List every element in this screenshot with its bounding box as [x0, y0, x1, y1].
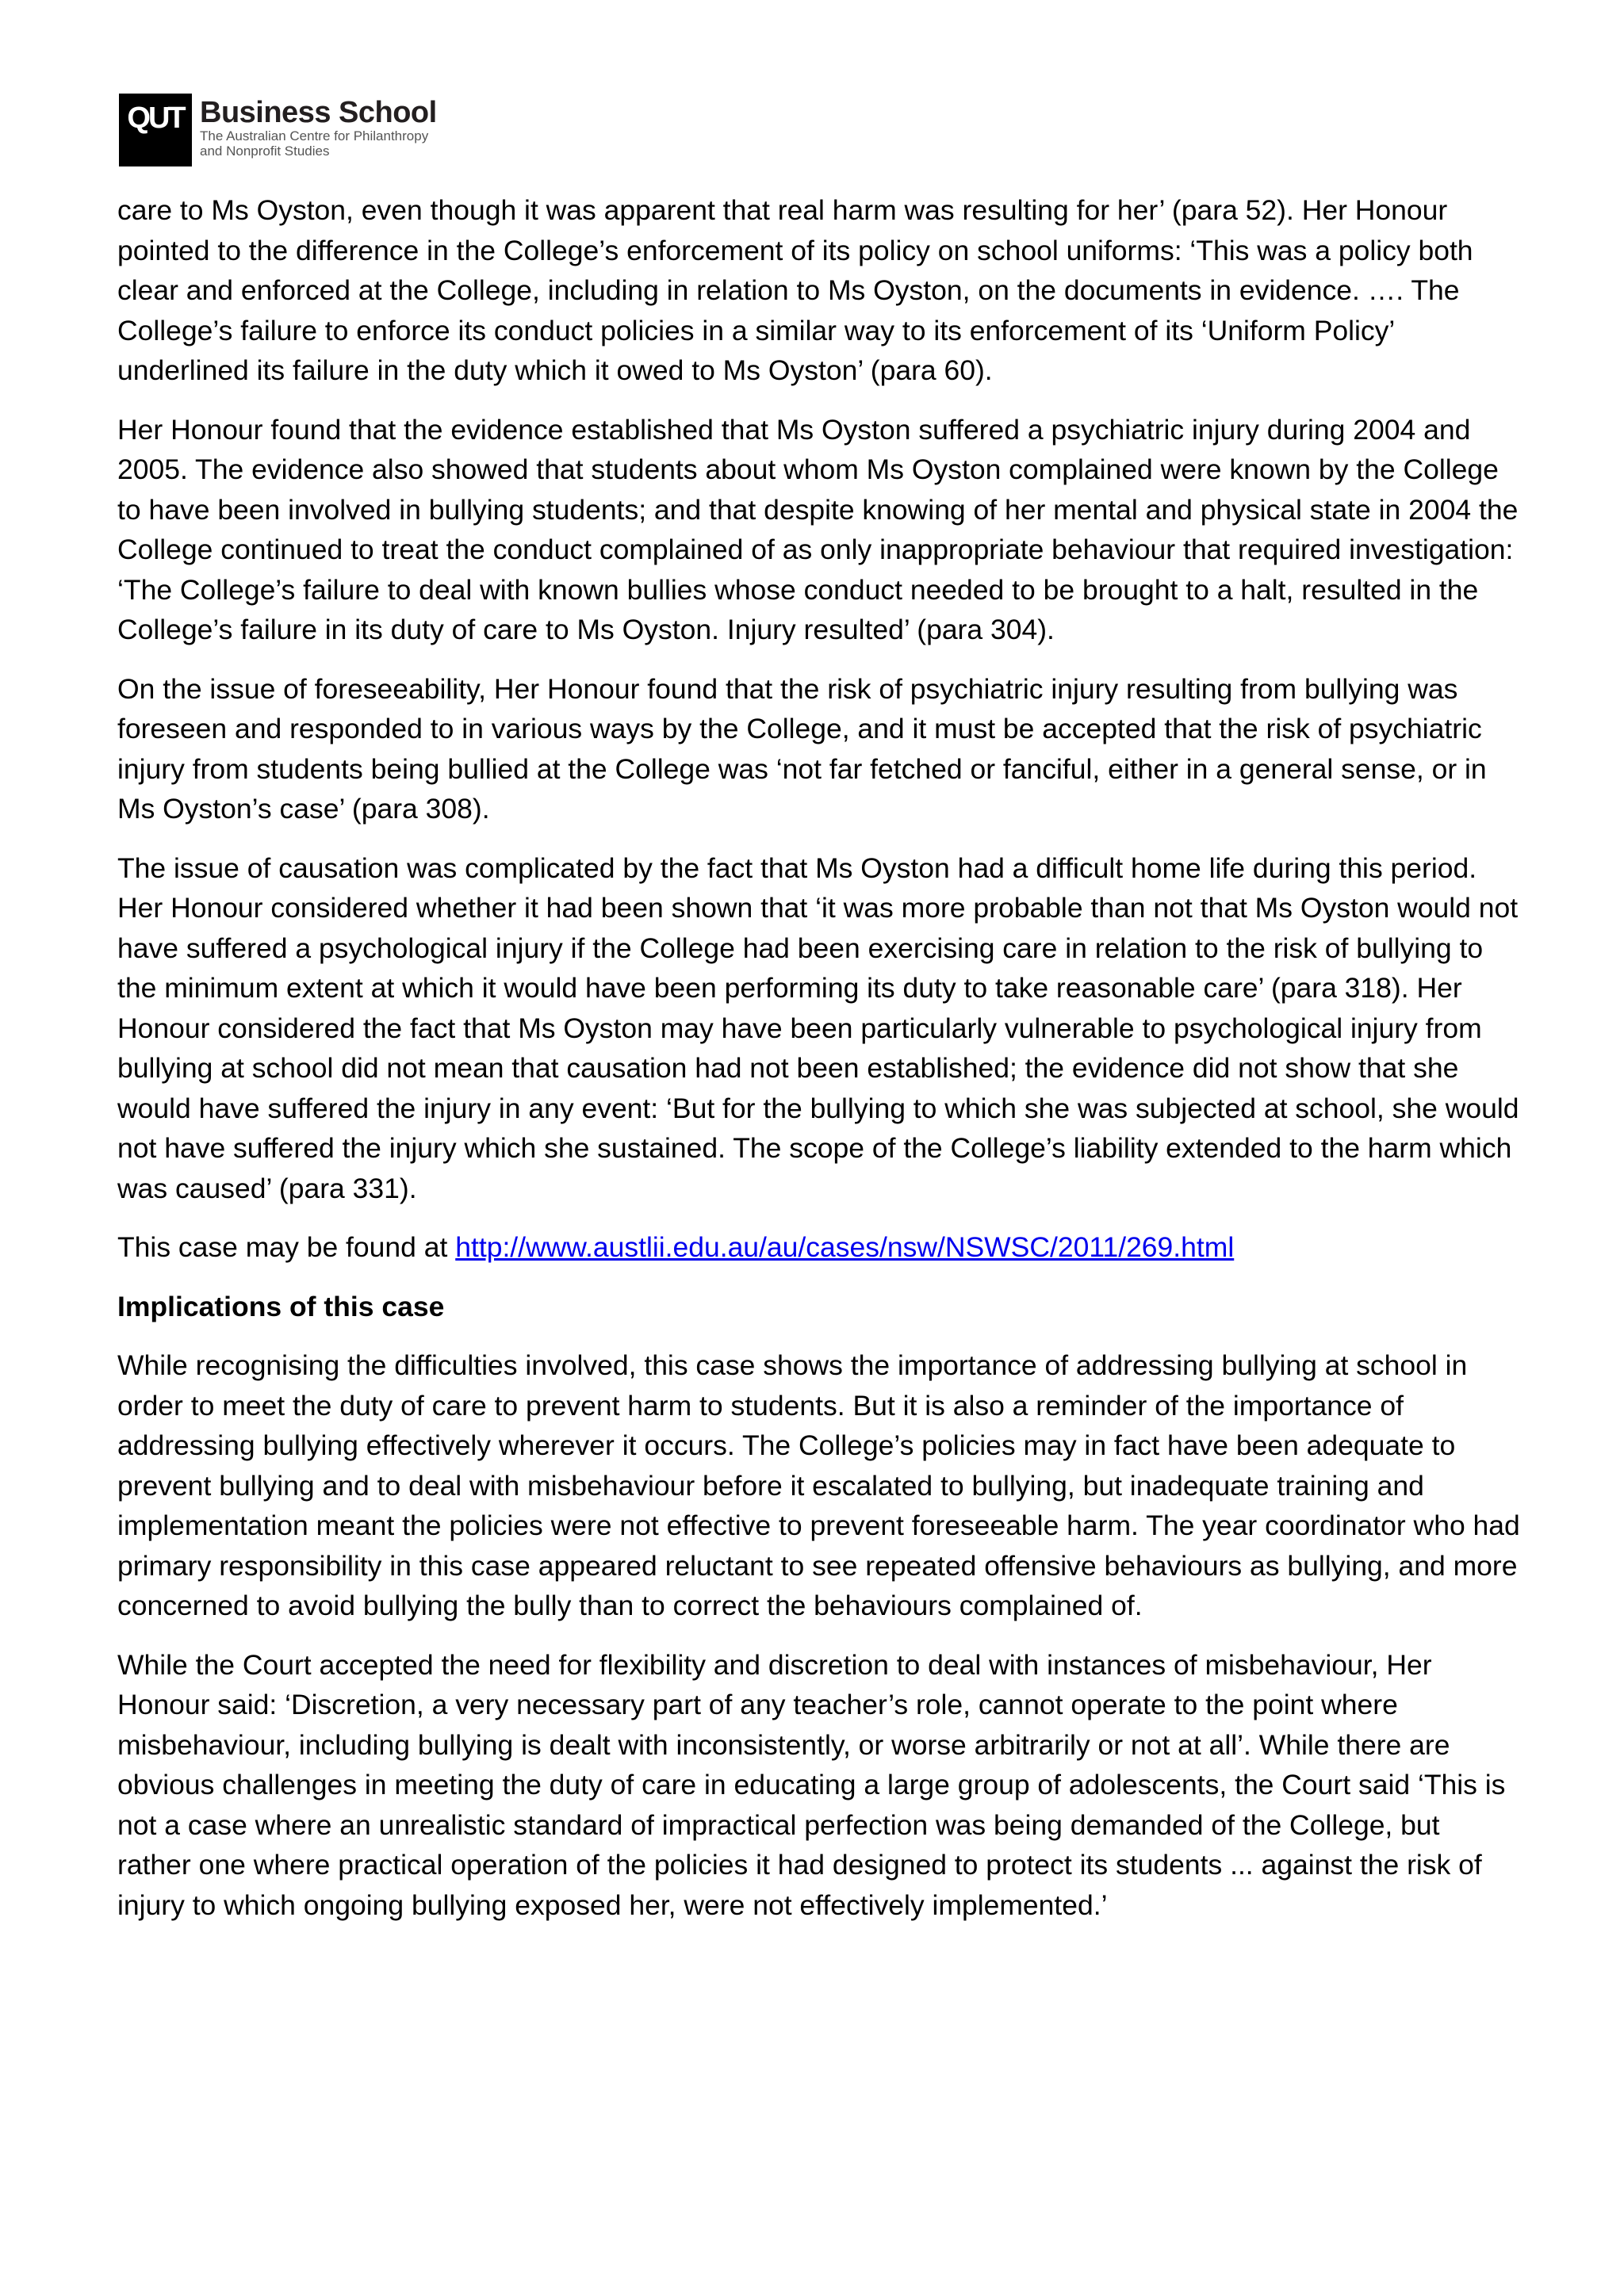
logo-text: [200, 97, 437, 159]
page-header: [119, 94, 437, 166]
paragraph-case-link: [117, 1227, 1521, 1268]
section-heading-implications: Implications of this case: [117, 1290, 445, 1322]
case-link[interactable]: http://www.austlii.edu.au/au/cases/nsw/NSWSC/2011/269.html: [455, 1231, 1235, 1263]
paragraph-foreseeability: On the issue of foreseeability, Her Honour found that the risk of psychiatric injury resulting from bullying was foreseen and responded to in various ways by the College, and it must be accepted that the risk of psychiatric injury from students being bullied at the College was ‘not far fetched or fanciful, either in a general sense, or in Ms Oyston’s case’ (para 308).: [117, 672, 1487, 825]
paragraph-discretion: While the Court accepted the need for flexibility and discretion to deal with instances of misbehaviour, Her Honour said: ‘Discretion, a very necessary part of any teacher’s role, cannot operate to the point where misbehaviour, including bullying is dealt with inconsistently, or worse arbitrarily or not at all’. While there are obvious challenges in meeting the duty of care in educating a large group of adolescents, the Court said ‘This is not a case where an unrealistic standard of impractical perfection was being demanded of the College, but rather one where practical operation of the policies it had designed to protect its students ... against the risk of injury to which ongoing bullying exposed her, were not effectively implemented.’: [117, 1648, 1506, 1921]
paragraph-implications: While recognising the difficulties involved, this case shows the importance of addressing bullying at school in order to meet the duty of care to prevent harm to students. But it is also a reminder of the importance of addressing bullying effectively wherever it occurs. The College’s policies may in fact have been adequate to prevent bullying and to deal with misbehaviour before it escalated to bullying, but inadequate training and implementation meant the policies were not effective to prevent foreseeable harm. The year coordinator who had primary responsibility in this case appeared reluctant to see repeated offensive behaviours as bullying, and more concerned to avoid bullying the bully than to correct the behaviours complained of.: [117, 1349, 1520, 1621]
case-link-prefix: This case may be found at: [117, 1231, 456, 1263]
centre-name-line-1: The Australian Centre for Philanthropy: [200, 128, 429, 144]
paragraph-duty-of-care: care to Ms Oyston, even though it was apparent that real harm was resulting for her’ (para 52). Her Honour pointed to the difference in the College’s enforcement of its policy on school uniforms: ‘This was a policy both clear and enforced at the College, including in relation to Ms Oyston, on the documents in evidence. …. The College’s failure to enforce its conduct policies in a similar way to its enforcement of its ‘Uniform Policy’ underlined its failure in the duty which it owed to Ms Oyston’ (para 60).: [117, 194, 1473, 386]
document-body: [117, 190, 1521, 1944]
paragraph-causation: The issue of causation was complicated by the fact that Ms Oyston had a difficult home life during this period. Her Honour considered whether it had been shown that ‘it was more probable than not that Ms Oyston would not have suffered a psychological injury if the College had been exercising care in relation to the risk of bullying to the minimum extent at which it would have been performing its duty to take reasonable care’ (para 318). Her Honour considered the fact that Ms Oyston may have been particularly vulnerable to psychological injury from bullying at school did not mean that causation had not been established; the evidence did not show that she would have suffered the injury in any event: ‘But for the bullying to which she was subjected at school, she would not have suffered the injury which she sustained. The scope of the College’s liability extended to the harm which was caused’ (para 331).: [117, 851, 1519, 1204]
qut-logo-mark: QUT: [119, 94, 192, 166]
centre-name-line-2: and Nonprofit Studies: [200, 144, 330, 159]
school-name: Business School: [200, 96, 437, 129]
paragraph-psychiatric-injury: Her Honour found that the evidence established that Ms Oyston suffered a psychiatric injury during 2004 and 2005. The evidence also showed that students about whom Ms Oyston complained were known by the College to have been involved in bullying students; and that despite knowing of her mental and physical state in 2004 the College continued to treat the conduct complained of as only inappropriate behaviour that required investigation: ‘The College’s failure to deal with known bullies whose conduct needed to be brought to a halt, resulted in the College’s failure in its duty of care to Ms Oyston. Injury resulted’ (para 304).: [117, 413, 1519, 645]
